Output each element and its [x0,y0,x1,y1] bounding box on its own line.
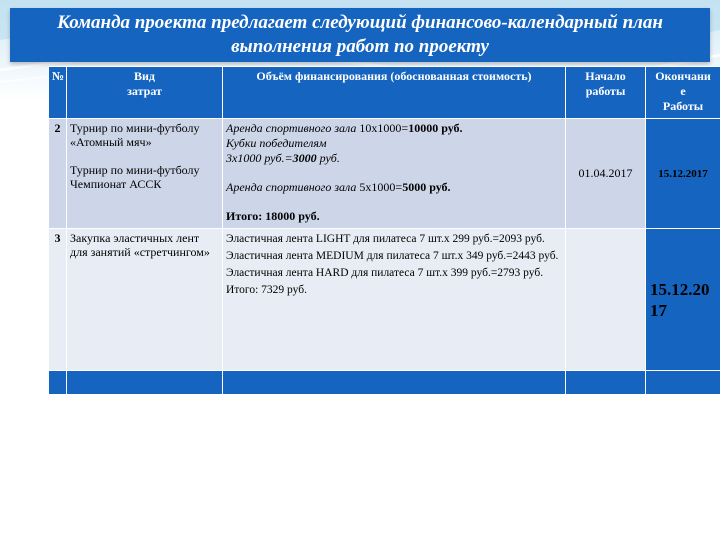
cost-line: Эластичная лента HARD для пилатеса 7 шт.х 399 руб.=2793 руб. [226,267,544,279]
header-end-line1: Окончани [655,69,711,83]
header-num: № [49,67,67,119]
header-start-line2: работы [585,84,626,98]
end-date: 15.12.20 17 [646,229,720,371]
spacer [226,195,562,209]
cost-type-text: Турнир по мини-футболу Чемпионат АССК [70,163,200,191]
financial-plan-table [48,66,720,395]
cost-total: Итого: 18000 руб. [226,209,320,223]
cost-total: Итого: 7329 руб. [226,284,307,296]
cost-volume-cell [223,229,566,371]
spacer [70,149,219,163]
header-start [566,67,646,119]
header-cost-type-line1: Вид [134,69,155,83]
empty-cell [223,371,566,395]
spacer [226,166,562,180]
start-date: 01.04.2017 [566,119,646,229]
cost-type-cell [67,119,223,229]
cost-type-text: Турнир по мини-футболу «Атомный мяч» [70,121,200,149]
table-row [49,229,720,371]
empty-cell [566,371,646,395]
header-volume: Объём финансирования (обоснованная стоимость) [223,67,566,119]
row-number: 3 [49,229,67,371]
cost-line: Кубки победителям [226,136,327,150]
table-row [49,119,720,229]
header-start-line1: Начало [585,69,626,83]
cost-line: Эластичная лента MEDIUM для пилатеса 7 шт.х 349 руб.=2443 руб. [226,250,559,262]
header-cost-type-line2: затрат [127,84,162,98]
header-end-line3: Работы [662,99,704,113]
start-date [566,229,646,371]
table-header-row [49,67,720,119]
header-end-line2: е [680,84,686,98]
cost-line: Аренда спортивного зала 5х1000=5000 руб. [226,180,451,194]
cost-volume-cell [223,119,566,229]
empty-footer-row [49,371,720,395]
cost-line: Эластичная лента LIGHT для пилатеса 7 шт.х 299 руб.=2093 руб. [226,233,545,245]
slide-title: Команда проекта предлагает следующий финансово-календарный план выполнения работ по проекту [10,8,710,62]
empty-cell [67,371,223,395]
cost-line: 3х1000 руб.=3000 руб. [226,151,340,165]
header-end [646,67,720,119]
end-date: 15.12.2017 [646,119,720,229]
row-number: 2 [49,119,67,229]
header-cost-type [67,67,223,119]
cost-line: Аренда спортивного зала 10х1000=10000 руб. [226,121,463,135]
empty-cell [49,371,67,395]
empty-cell [646,371,720,395]
cost-type-text: Закупка эластичных лент для занятий «стретчингом» [67,229,223,371]
